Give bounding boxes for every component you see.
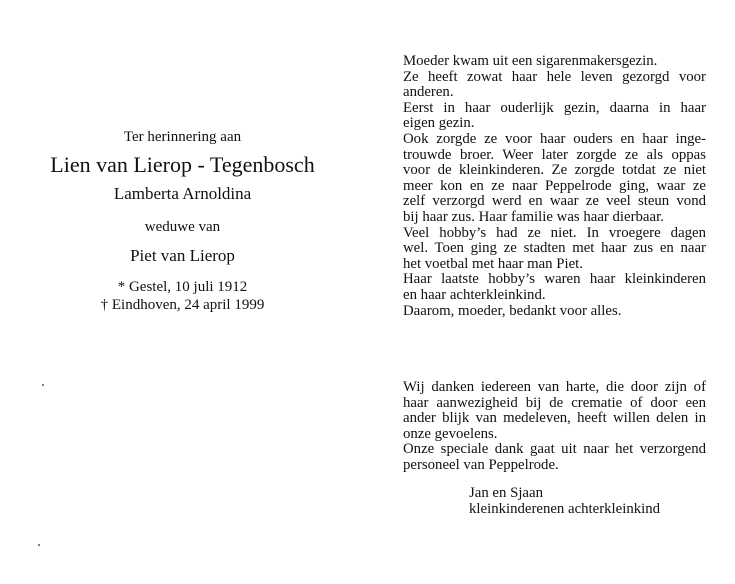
biography-line: Veel hobby’s had ze niet. In vroegere dagen bbox=[403, 224, 706, 241]
biography-line: bij haar zus. Haar familie was haar dierbaar. bbox=[403, 208, 664, 225]
biography-line: Haar laatste hobby’s waren haar kleinkinderen bbox=[403, 271, 706, 288]
thanks-line: haar aanwezigheid bij de crematie of door een bbox=[403, 394, 706, 411]
biography-line: trouwde broer. Weer later zorgde ze als oppas bbox=[403, 146, 706, 163]
thanks-line: onze gevoelens. bbox=[403, 425, 498, 442]
thanks-line: Wij danken iedereen van harte, die door zijn of bbox=[403, 379, 706, 395]
biography-line: Moeder kwam uit een sigarenmakersgezin. bbox=[403, 53, 658, 69]
thanks-line: personeel van Peppelrode. bbox=[403, 456, 559, 473]
birth-line: * Gestel, 10 juli 1912 bbox=[117, 279, 248, 295]
signature bbox=[469, 486, 660, 517]
biography-line: wel. Toen ging ze stadten met haar zus en naar bbox=[403, 240, 706, 257]
biography-line: eigen gezin. bbox=[403, 115, 475, 132]
widow-of-text: weduwe van bbox=[144, 219, 221, 235]
biography-line: Ook zorgde ze voor haar ouders en haar inge- bbox=[403, 130, 706, 147]
biography-text bbox=[403, 54, 706, 319]
signature-names: Jan en Sjaan bbox=[469, 485, 543, 501]
biography-line: voor de kleinkinderen. Ze zorgde totdat ze niet bbox=[403, 162, 706, 179]
husband-name: Piet van Lierop bbox=[130, 246, 235, 265]
thanks-text bbox=[403, 380, 706, 474]
intro-text: Ter herinnering aan bbox=[123, 129, 242, 145]
left-panel bbox=[30, 128, 335, 314]
death-line: † Eindhoven, 24 april 1999 bbox=[100, 297, 265, 313]
thanks-line: ander blijk van medeleven, heeft willen delen in bbox=[403, 410, 706, 427]
given-names: Lamberta Arnoldina bbox=[113, 184, 252, 203]
biography-line: zelf verzorgd werd en waar ze veel steun vond bbox=[403, 193, 706, 210]
biography-line: meer kon en ze naar Peppelrode ging, waar ze bbox=[403, 177, 706, 194]
biography-line: en haar achterkleinkind. bbox=[403, 286, 546, 303]
deceased-name: Lien van Lierop - Tegenbosch bbox=[50, 152, 315, 177]
biography-line: Daarom, moeder, bedankt voor alles. bbox=[403, 302, 622, 319]
signature-relations: kleinkinderenen achterkleinkind bbox=[469, 500, 661, 517]
biography-line: Eerst in haar ouderlijk gezin, daarna in haar bbox=[403, 99, 706, 116]
biography-line: anderen. bbox=[403, 84, 454, 101]
scan-speck bbox=[42, 384, 44, 386]
biography-line: Ze heeft zowat haar hele leven gezorgd voor bbox=[403, 68, 706, 85]
scan-speck bbox=[38, 544, 40, 546]
thanks-line: Onze speciale dank gaat uit naar het verzorgend bbox=[403, 441, 706, 458]
biography-line: het voetbal met haar man Piet. bbox=[403, 255, 583, 272]
